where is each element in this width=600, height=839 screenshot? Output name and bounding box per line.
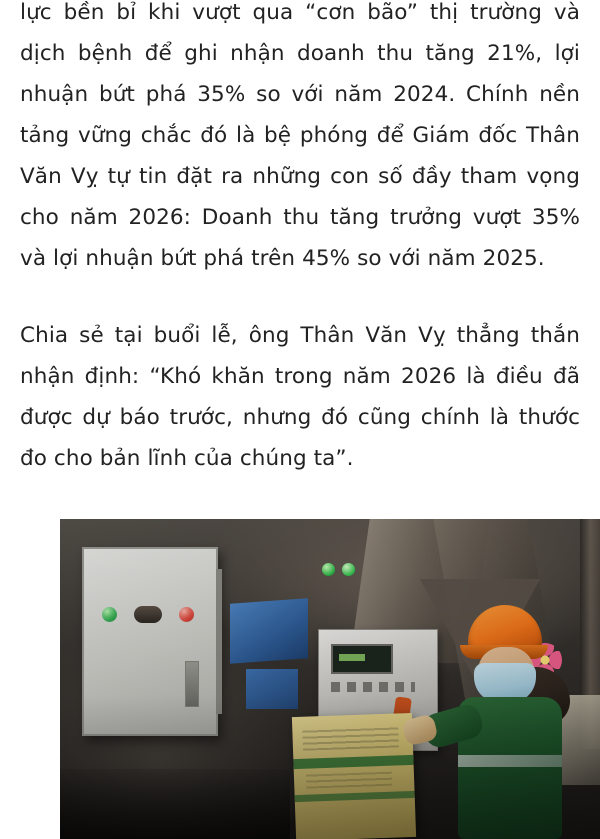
control-panel-cabinet <box>82 547 218 736</box>
blue-machinery-base <box>246 669 298 709</box>
machine-button-row <box>331 682 415 692</box>
sack-green-band <box>293 755 413 769</box>
article-paragraph-2: Chia sẻ tại buổi lễ, ông Thân Văn Vỵ thẳng thắn nhận định: “Khó khăn trong năm 2026 là điều đã được dự báo trước, nhưng đó cũng chính là thước đo cho bản lĩnh của chúng ta”. <box>20 323 580 471</box>
machine-display-screen <box>331 644 393 674</box>
uniform-reflective-stripe <box>458 755 562 767</box>
sack-print-text-block <box>302 725 399 750</box>
article-image <box>60 519 600 839</box>
control-knob-icon <box>134 606 162 623</box>
blue-machinery-housing <box>230 598 308 663</box>
product-sack <box>292 713 416 839</box>
cabinet-hinge <box>216 569 222 714</box>
red-indicator-light-icon <box>179 607 194 622</box>
status-lamp-secondary-icon <box>342 563 355 576</box>
factory-worker <box>432 605 582 839</box>
floor-foreground <box>60 769 290 839</box>
green-indicator-light-icon <box>102 607 117 622</box>
panel-vent-slot <box>185 661 199 707</box>
factory-photo <box>60 519 600 839</box>
article-paragraph-1: lực bền bỉ khi vượt qua “cơn bão” thị trường và dịch bệnh để ghi nhận doanh thu tăng 21%, lợi nhuận bứt phá 35% so với năm 2024. Chính nền tảng vững chắc đó là bệ phóng để Giám đốc Thân Văn Vỵ tự tin đặt ra những con số đầy tham vọng cho năm 2026: Doanh thu tăng trưởng vượt 35% và lợi nhuận bứt phá trên 45% so với năm 2025. <box>20 0 580 271</box>
sack-print-text-block-2 <box>306 772 392 789</box>
sack-green-band-2 <box>295 791 415 802</box>
status-lamp-icon <box>322 563 335 576</box>
